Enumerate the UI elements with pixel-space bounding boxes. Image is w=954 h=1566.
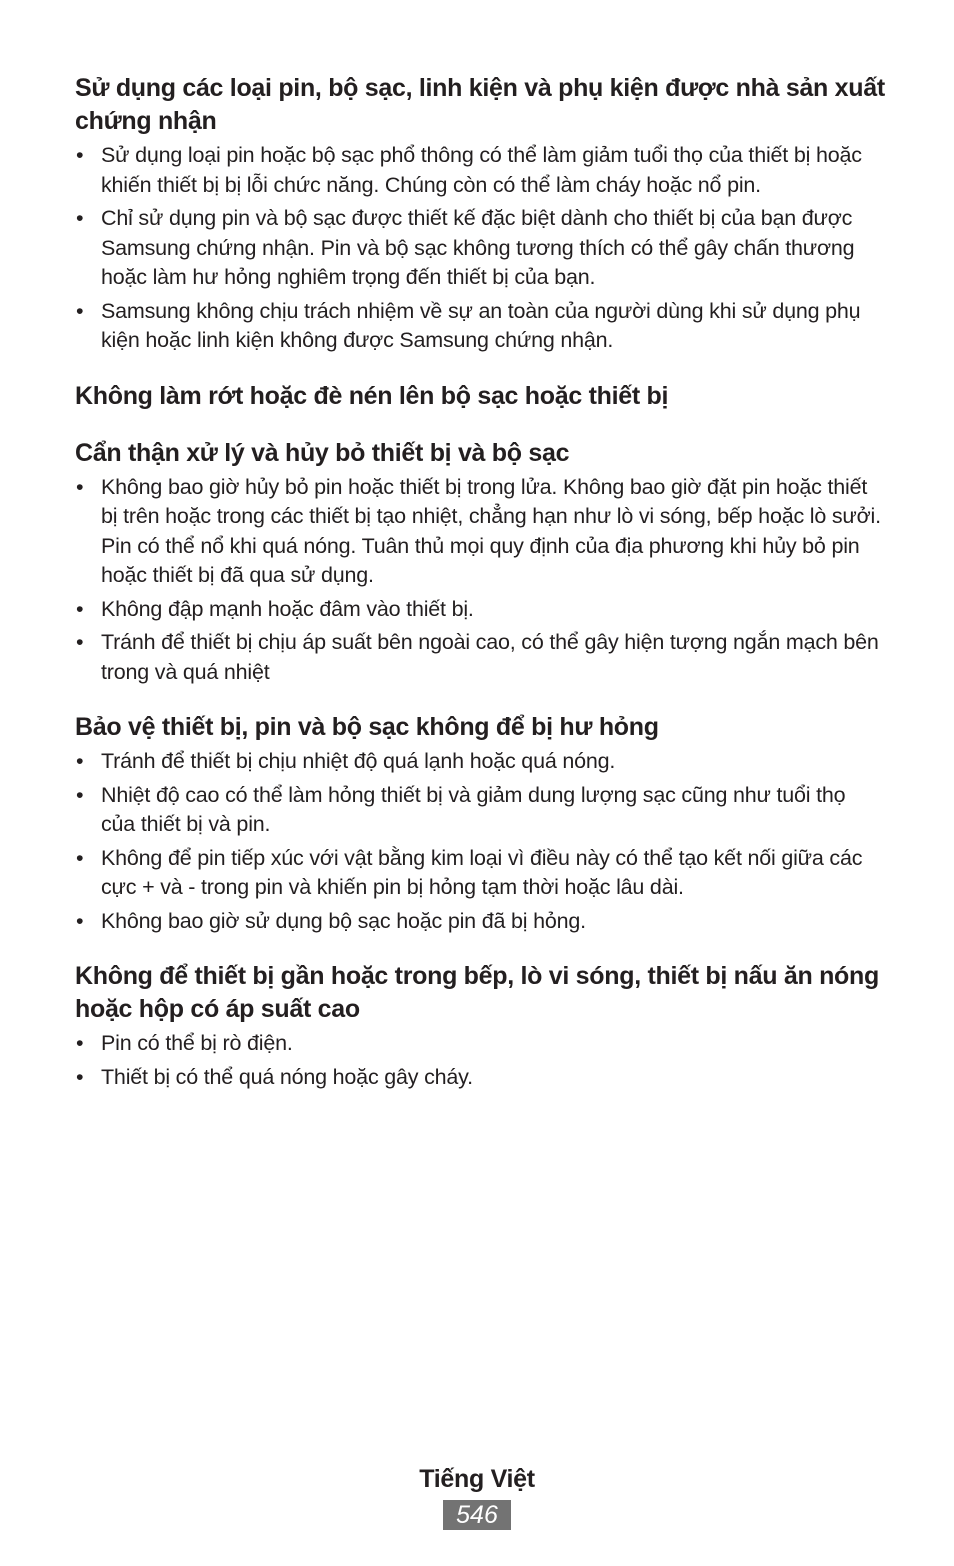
section-heading: Không làm rớt hoặc đè nén lên bộ sạc hoặc thiết bị bbox=[75, 381, 669, 410]
section-heading: Sử dụng các loại pin, bộ sạc, linh kiện và phụ kiện được nhà sản xuất chứng nhận bbox=[75, 74, 885, 135]
bullet-list bbox=[75, 141, 885, 356]
document-body bbox=[75, 72, 885, 1096]
list-item: • Không để pin tiếp xúc với vật bằng kim loại vì điều này có thể tạo kết nối giữa các cực + và - trong pin và khiến pin bị hỏng tạm thời hoặc lâu dài. bbox=[75, 844, 885, 903]
list-item: • Không bao giờ sử dụng bộ sạc hoặc pin đã bị hỏng. bbox=[75, 907, 885, 937]
section-protect-device bbox=[75, 711, 885, 936]
list-item: • Nhiệt độ cao có thể làm hỏng thiết bị và giảm dung lượng sạc cũng như tuổi thọ của thiết bị và pin. bbox=[75, 781, 885, 840]
section-heading: Bảo vệ thiết bị, pin và bộ sạc không để bị hư hỏng bbox=[75, 713, 659, 741]
list-item: • Samsung không chịu trách nhiệm về sự an toàn của người dùng khi sử dụng phụ kiện hoặc linh kiện không được Samsung chứng nhận. bbox=[75, 297, 885, 356]
bullet-list bbox=[75, 473, 885, 688]
list-item: • Sử dụng loại pin hoặc bộ sạc phổ thông có thể làm giảm tuổi thọ của thiết bị hoặc khiến thiết bị bị lỗi chức năng. Chúng còn có thể làm cháy hoặc nổ pin. bbox=[75, 141, 885, 200]
page-number: 546 bbox=[443, 1500, 511, 1530]
list-item: • Tránh để thiết bị chịu nhiệt độ quá lạnh hoặc quá nóng. bbox=[75, 747, 885, 777]
list-item: • Chỉ sử dụng pin và bộ sạc được thiết kế đặc biệt dành cho thiết bị của bạn được Samsung chứng nhận. Pin và bộ sạc không tương thích có thể gây chấn thương hoặc làm hư hỏng nghiêm trọng đến thiết bị của bạn. bbox=[75, 204, 885, 293]
section-heat-sources bbox=[75, 960, 885, 1092]
list-item: • Pin có thể bị rò điện. bbox=[75, 1029, 885, 1059]
section-heading: Không để thiết bị gần hoặc trong bếp, lò vi sóng, thiết bị nấu ăn nóng hoặc hộp có áp suất cao bbox=[75, 962, 879, 1023]
bullet-list bbox=[75, 1029, 885, 1092]
footer-language: Tiếng Việt bbox=[419, 1465, 535, 1493]
page-footer bbox=[0, 1462, 954, 1530]
list-item: • Thiết bị có thể quá nóng hoặc gây cháy. bbox=[75, 1063, 885, 1093]
section-certified-accessories bbox=[75, 72, 885, 356]
section-do-not-drop bbox=[75, 380, 885, 413]
bullet-list bbox=[75, 747, 885, 936]
section-heading: Cẩn thận xử lý và hủy bỏ thiết bị và bộ sạc bbox=[75, 438, 570, 467]
list-item: • Không đập mạnh hoặc đâm vào thiết bị. bbox=[75, 595, 885, 625]
list-item: • Tránh để thiết bị chịu áp suất bên ngoài cao, có thể gây hiện tượng ngắn mạch bên trong và quá nhiệt bbox=[75, 628, 885, 687]
section-handle-dispose bbox=[75, 437, 885, 688]
list-item: • Không bao giờ hủy bỏ pin hoặc thiết bị trong lửa. Không bao giờ đặt pin hoặc thiết bị trên hoặc trong các thiết bị tạo nhiệt, chẳng hạn như lò vi sóng, bếp hoặc lò sưởi. Pin có thể nổ khi quá nóng. Tuân thủ mọi quy định của địa phương khi hủy bỏ pin hoặc thiết bị đã qua sử dụng. bbox=[75, 473, 885, 591]
